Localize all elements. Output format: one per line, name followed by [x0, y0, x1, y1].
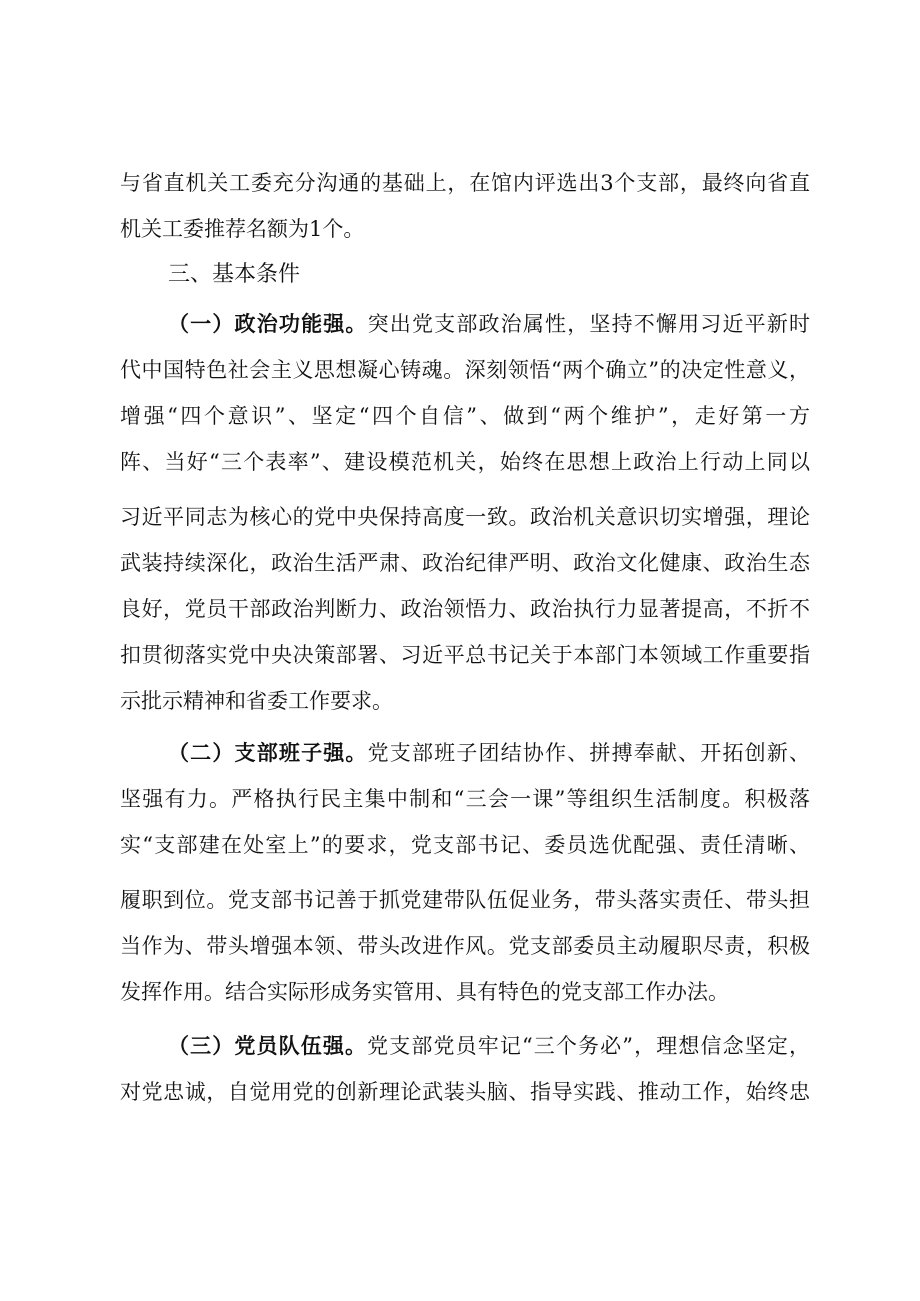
- intro-line-2: 机关工委推荐名额为1个。: [120, 217, 365, 241]
- item-2-line: 实“支部建在处室上”的要求，党支部书记、委员选优配强、责任清晰、: [120, 833, 810, 857]
- item-1-line: 阵、当好“三个表率”、建设模范机关，始终在思想上政治上行动上同以: [120, 450, 810, 474]
- item-2-lead: （二）支部班子强。: [168, 741, 368, 765]
- section-heading: 三、基本条件: [168, 262, 301, 287]
- item-1-line: 良好，党员干部政治判断力、政治领悟力、政治执行力显著提高，不折不: [120, 597, 810, 621]
- item-3-lead: （三）党员队伍强。: [168, 1034, 368, 1058]
- item-1-line: 代中国特色社会主义思想凝心铸魂。深刻领悟“两个确立”的决定性意义，: [120, 358, 810, 382]
- item-2-first-line: [168, 738, 810, 768]
- item-1-line: 增强“四个意识”、坚定“四个自信”、做到“两个维护”，走好第一方: [120, 404, 810, 428]
- item-1-line: 习近平同志为核心的党中央保持高度一致。政治机关意识切实增强，理论: [120, 505, 810, 529]
- item-2-line: 发挥作用。结合实际形成务实管用、具有特色的党支部工作办法。: [120, 980, 729, 1004]
- item-3-first-line-rest: 党支部党员牢记“三个务必”，理想信念坚定，: [367, 1034, 810, 1058]
- item-1-line: 武装持续深化，政治生活严肃、政治纪律严明、政治文化健康、政治生态: [120, 551, 810, 575]
- item-2-line: 坚强有力。严格执行民主集中制和“三会一课”等组织生活制度。积极落: [120, 787, 810, 811]
- item-1-first-line-rest: 突出党支部政治属性，坚持不懈用习近平新时: [367, 312, 811, 336]
- item-1-line: 示批示精神和省委工作要求。: [120, 689, 393, 713]
- intro-line-1: 与省直机关工委充分沟通的基础上，在馆内评选出3个支部，最终向省直: [120, 171, 810, 195]
- item-2-line: 履职到位。党支部书记善于抓党建带队伍促业务，带头落实责任、带头担: [120, 888, 810, 912]
- item-1-line: 扣贯彻落实党中央决策部署、习近平总书记关于本部门本领域工作重要指: [120, 643, 810, 667]
- item-1-lead: （一）政治功能强。: [168, 312, 368, 336]
- item-1-first-line: [168, 309, 810, 339]
- item-2-first-line-rest: 党支部班子团结协作、拼搏奉献、开拓创新、: [367, 741, 811, 765]
- item-3-first-line: [168, 1031, 810, 1061]
- item-3-line: 对党忠诚，自觉用党的创新理论武装头脑、指导实践、推动工作，始终忠: [120, 1080, 810, 1104]
- item-2-line: 当作为、带头增强本领、带头改进作风。党支部委员主动履职尽责，积极: [120, 934, 810, 958]
